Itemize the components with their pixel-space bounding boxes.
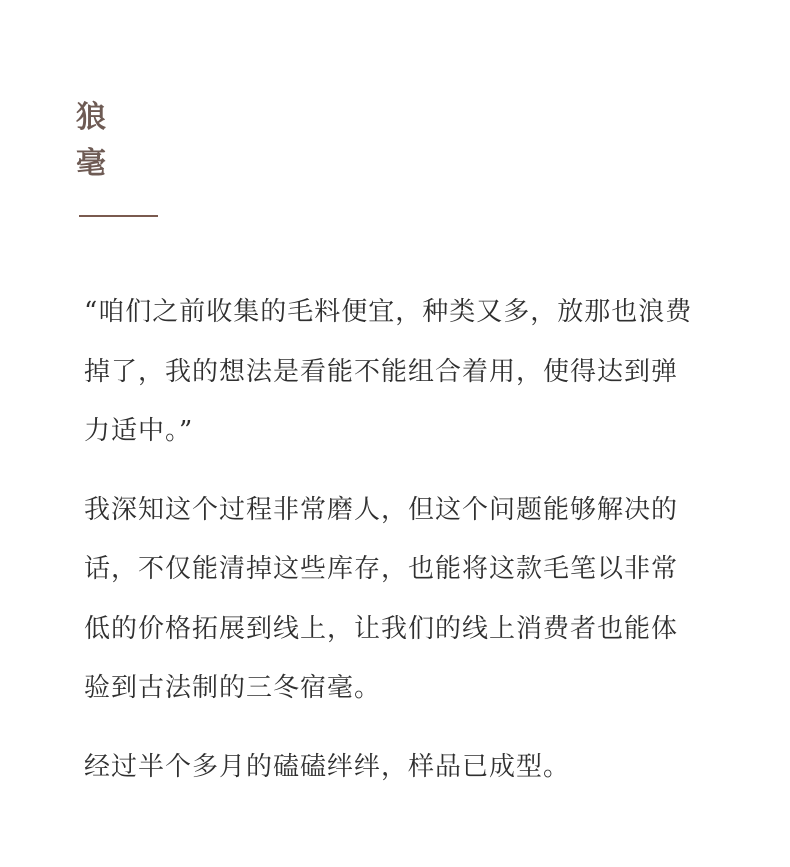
paragraph-result	[84, 738, 734, 798]
text-line: 力适中。”	[84, 416, 194, 446]
text-line: 掉了，我的想法是看能不能组合着用，使得达到弹	[84, 356, 679, 387]
paragraph-spacer	[84, 719, 734, 738]
paragraph-quote	[84, 283, 734, 462]
text-line: 我深知这个过程非常磨人，但这个问题能够解决的	[84, 494, 679, 525]
paragraph-spacer	[84, 462, 734, 481]
title-underline	[79, 215, 158, 217]
title-char: 毫	[76, 146, 106, 181]
text-line: 低的价格拓展到线上，让我们的线上消费者也能体	[84, 613, 679, 644]
text-line: “咱们之前收集的毛料便宜，种类又多，放那也浪费	[84, 297, 693, 327]
title-char: 狼	[76, 100, 106, 135]
article-body	[84, 283, 734, 797]
text-line: 话，不仅能清掉这些库存，也能将这款毛笔以非常	[84, 554, 679, 584]
text-line: 经过半个多月的磕磕绊绊，样品已成型。	[84, 751, 571, 782]
vertical-title	[76, 95, 116, 187]
paragraph-explanation	[84, 481, 734, 719]
text-line: 验到古法制的三冬宿毫。	[84, 673, 382, 703]
